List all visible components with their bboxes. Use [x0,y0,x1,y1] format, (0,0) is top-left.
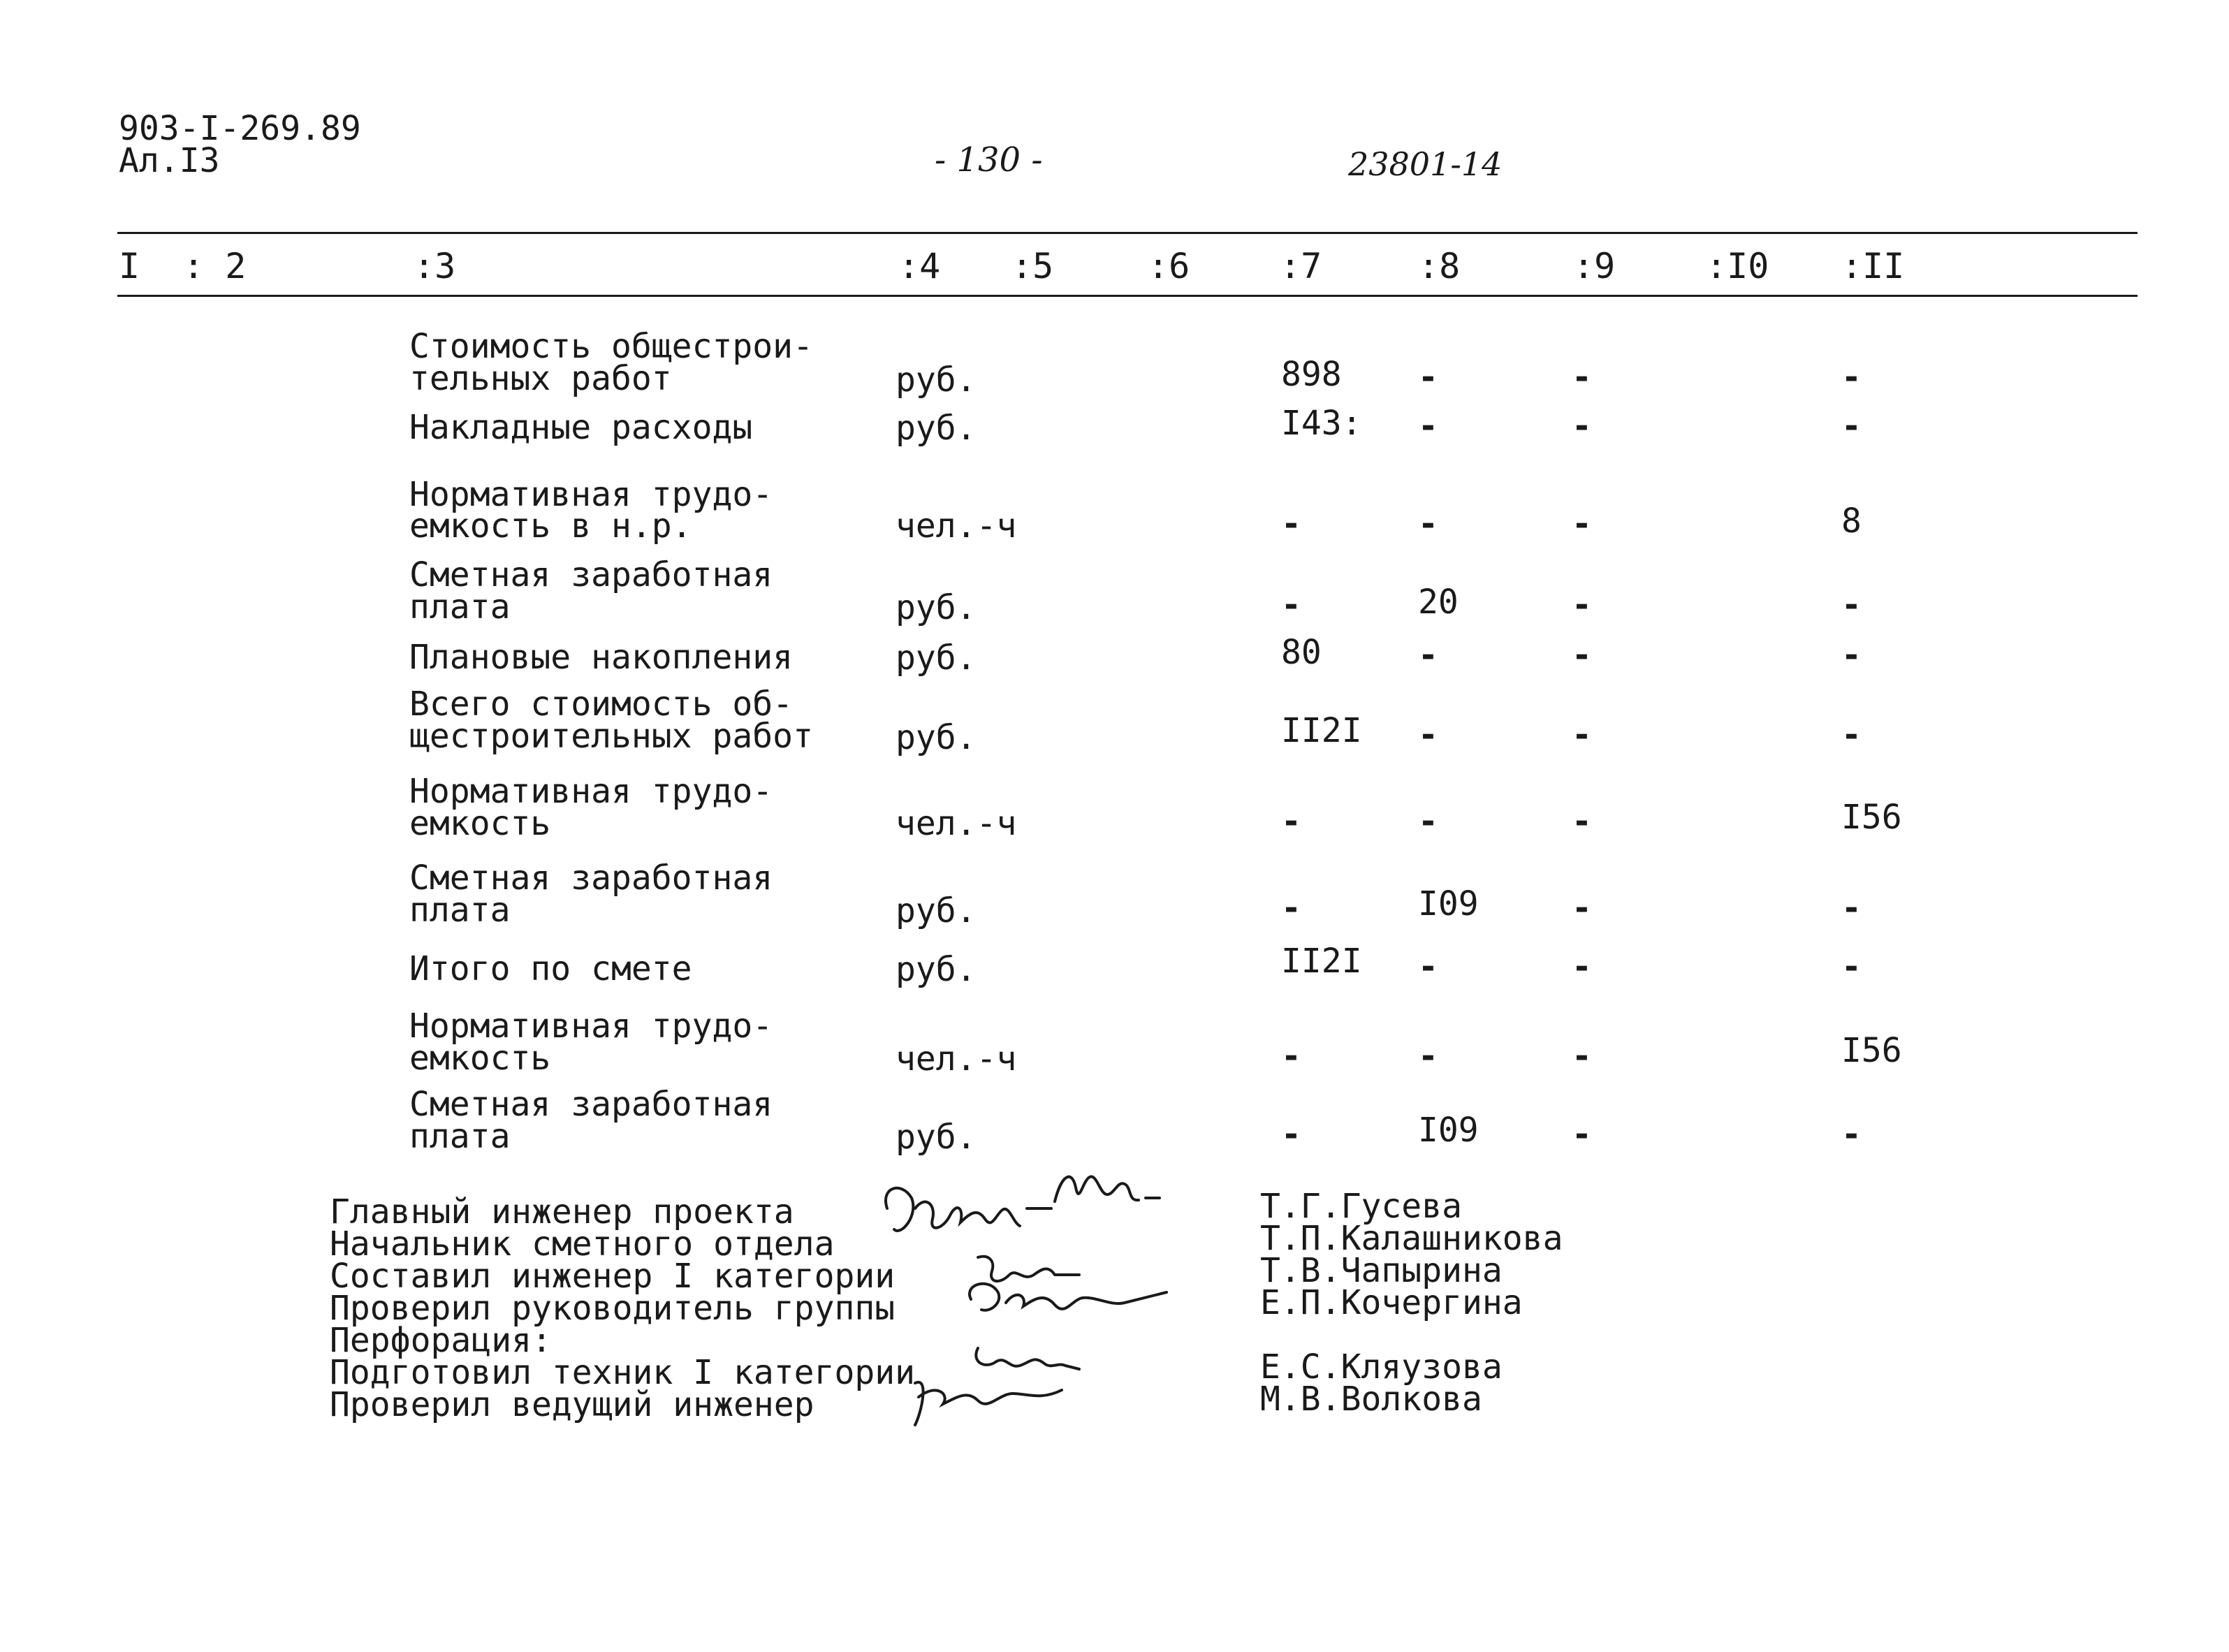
table-cell-col11: I56 [1841,798,1902,837]
table-cell-col7: - [1281,802,1301,841]
table-cell-col7: - [1281,1037,1301,1076]
table-cell-col11: - [1841,1115,1862,1154]
table-cell-col8: - [1418,715,1438,754]
signature-name: Т.Г.Гусева [1260,1187,1462,1226]
table-row-label: Всего стоимость об- [409,685,794,724]
table-cell-unit: руб. [896,638,977,678]
col-header-1: I [119,246,140,286]
table-cell-unit: руб. [896,588,977,627]
signature-name: Е.С.Кляузова [1260,1347,1503,1387]
archive-number: 23801-14 [1348,145,1503,183]
handwritten-signature-compiler [957,1243,1181,1327]
signature-name: Т.В.Чапырина [1260,1251,1503,1290]
table-cell-col8: 20 [1418,583,1459,622]
signature-name: Т.П.Калашникова [1260,1219,1563,1258]
table-row-label: тельных работ [409,359,672,398]
table-cell-col8: - [1418,636,1438,675]
table-cell-col8: I09 [1418,884,1479,923]
table-row-label: Сметная заработная [409,858,773,898]
table-cell-col9: - [1572,407,1592,446]
table-cell-col11: 8 [1841,502,1862,541]
table-row-label: Сметная заработная [409,1085,773,1124]
table-cell-col7: - [1281,585,1301,624]
table-cell-col11: - [1841,636,1862,675]
table-cell-col9: - [1572,358,1592,397]
table-cell-col7: 80 [1281,633,1322,672]
signature-role: Составил инженер I категории [330,1257,896,1296]
table-cell-unit: руб. [896,950,977,989]
handwritten-signature-technician [901,1334,1111,1439]
table-cell-col8: - [1418,802,1438,841]
table-cell-col7: 898 [1281,355,1342,394]
table-cell-unit: руб. [896,1118,977,1157]
signature-role: Проверил ведущий инженер [330,1385,814,1424]
table-row-label: плата [409,587,511,627]
signature-role: Подготовил техник I категории [330,1353,916,1392]
table-cell-col11: - [1841,585,1862,624]
col-header-5: :5 [1011,246,1054,286]
col-header-2: : 2 [183,246,247,286]
table-row-label: Стоимость общестрои- [409,327,813,366]
document-code: 903-I-269.89 [119,109,361,148]
table-cell-col11: - [1841,947,1862,986]
table-row-label: плата [409,1117,511,1156]
signature-name: М.В.Волкова [1260,1380,1482,1419]
table-row-label: Сметная заработная [409,555,773,594]
col-header-7: :7 [1280,246,1322,286]
table-cell-col9: - [1572,636,1592,675]
table-cell-col11: - [1841,358,1862,397]
table-header-rule [117,295,2137,297]
table-cell-col11: - [1841,407,1862,446]
table-cell-col9: - [1572,1037,1592,1076]
table-cell-unit: руб. [896,360,977,400]
table-cell-col9: - [1572,504,1592,543]
table-row-label: Нормативная трудо- [409,772,773,811]
table-row-label: Итого по смете [409,949,692,988]
col-header-4: :4 [898,246,941,286]
table-cell-col8: - [1418,504,1438,543]
col-header-10: :I0 [1706,246,1769,286]
table-row-label: Нормативная трудо- [409,1007,773,1046]
signature-role: Перфорация: [330,1321,552,1360]
sheet-label: Ал.I3 [119,141,220,180]
page-number: - 130 - [935,140,1043,180]
table-cell-unit: чел.-ч [896,804,1017,843]
table-row-label: Нормативная трудо- [409,475,773,514]
table-top-rule [117,232,2137,234]
table-cell-col9: - [1572,889,1592,928]
table-cell-col7: - [1281,889,1301,928]
table-cell-col9: - [1572,1115,1592,1154]
table-row-label: щестроительных работ [409,717,813,756]
table-cell-col8: - [1418,358,1438,397]
table-cell-col8: - [1418,407,1438,446]
col-header-8: :8 [1418,246,1461,286]
col-header-6: :6 [1148,246,1190,286]
table-cell-col8: - [1418,947,1438,986]
table-cell-unit: руб. [896,718,977,757]
table-cell-unit: руб. [896,409,977,448]
table-cell-col7: I43: [1281,404,1362,443]
table-cell-col7: II2I [1281,711,1362,750]
table-row-label: плата [409,891,511,930]
col-header-3: :3 [414,246,456,286]
signature-role: Проверил руководитель группы [330,1289,896,1328]
table-cell-col9: - [1572,947,1592,986]
signature-role: Главный инженер проекта [330,1192,794,1231]
table-cell-col9: - [1572,802,1592,841]
table-cell-unit: чел.-ч [896,1039,1017,1079]
signature-name: Е.П.Кочергина [1260,1283,1523,1322]
table-cell-col11: I56 [1841,1031,1902,1070]
table-cell-col8: - [1418,1037,1438,1076]
table-cell-unit: чел.-ч [896,506,1017,546]
table-cell-col11: - [1841,715,1862,754]
col-header-11: :II [1841,246,1905,286]
table-row-label: емкость в н.р. [409,506,692,546]
table-cell-col9: - [1572,715,1592,754]
table-row-label: емкость [409,804,551,843]
signature-role: Начальник сметного отдела [330,1225,835,1264]
table-cell-col7: - [1281,504,1301,543]
table-cell-col7: II2I [1281,942,1362,981]
table-cell-col8: I09 [1418,1111,1479,1150]
table-row-label: Накладные расходы [409,408,753,447]
table-row-label: емкость [409,1039,551,1078]
table-row-label: Плановые накопления [409,638,794,677]
table-cell-unit: руб. [896,891,977,930]
table-cell-col9: - [1572,585,1592,624]
table-cell-col11: - [1841,889,1862,928]
table-cell-col7: - [1281,1115,1301,1154]
col-header-9: :9 [1573,246,1616,286]
